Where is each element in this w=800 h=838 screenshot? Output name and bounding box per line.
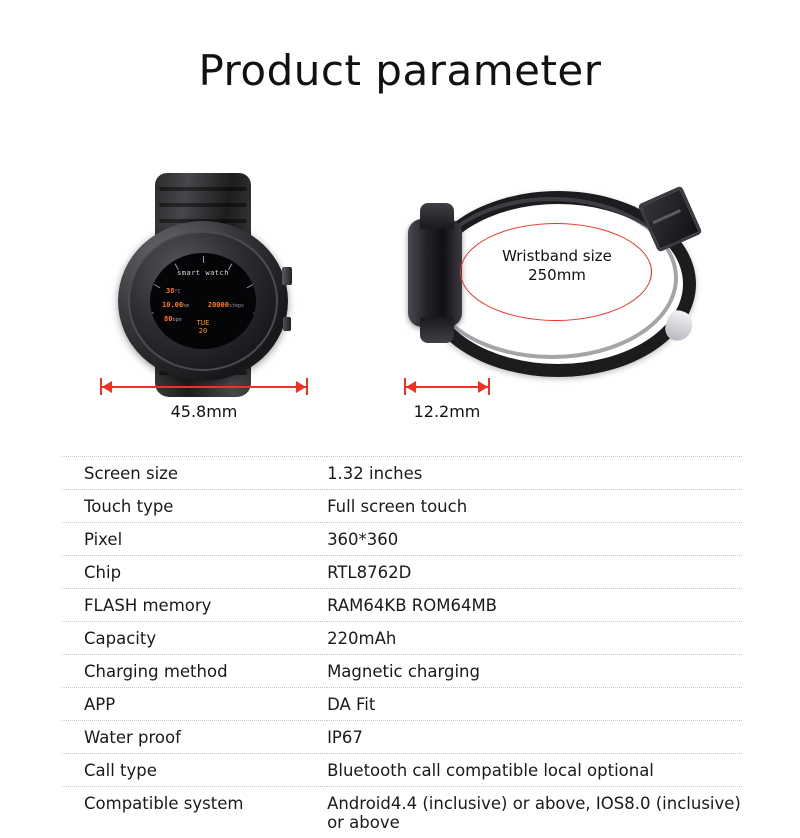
spec-value: DA Fit: [327, 688, 742, 721]
spec-key: Chip: [62, 556, 327, 589]
watch-brand-label: smart watch: [150, 269, 256, 277]
watch-side-illustration: [400, 185, 700, 385]
table-row: [62, 622, 742, 655]
page-title: Product parameter: [0, 46, 800, 95]
dimension-thickness-12-2mm: [404, 378, 490, 424]
watch-crown-icon: [282, 267, 292, 285]
table-row: [62, 721, 742, 754]
watch-case: [118, 221, 288, 381]
spec-value: Full screen touch: [327, 490, 742, 523]
watch-metric-heartrate: 80bpm: [164, 315, 181, 323]
watch-date-display: TUE 20: [197, 319, 210, 335]
watch-bezel: [128, 231, 278, 371]
spec-value: Android4.4 (inclusive) or above, IOS8.0 (inclusive) or above: [327, 787, 742, 838]
spec-value: 360*360: [327, 523, 742, 556]
table-row: [62, 787, 742, 838]
spec-value: IP67: [327, 721, 742, 754]
table-row: [62, 589, 742, 622]
table-row: [62, 457, 742, 490]
table-row: [62, 490, 742, 523]
spec-key: FLASH memory: [62, 589, 327, 622]
spec-key: Touch type: [62, 490, 327, 523]
watch-lug-bottom: [420, 317, 454, 343]
specifications-table: [62, 456, 742, 838]
watch-metric-steps: 20000steps: [208, 301, 244, 309]
watch-case-side: [408, 219, 462, 327]
spec-value: 1.32 inches: [327, 457, 742, 490]
spec-value: Magnetic charging: [327, 655, 742, 688]
spec-key: Water proof: [62, 721, 327, 754]
watch-metric-temperature: 38°C: [166, 287, 180, 295]
watch-screen: [150, 253, 256, 349]
spec-key: Charging method: [62, 655, 327, 688]
spec-key: Call type: [62, 754, 327, 787]
watch-button-icon: [283, 317, 291, 331]
table-row: [62, 754, 742, 787]
spec-key: Screen size: [62, 457, 327, 490]
table-row: [62, 556, 742, 589]
table-row: [62, 655, 742, 688]
dimension-width-label: 45.8mm: [100, 402, 308, 421]
spec-key: APP: [62, 688, 327, 721]
table-row: [62, 523, 742, 556]
table-row: [62, 688, 742, 721]
spec-key: Capacity: [62, 622, 327, 655]
watch-metric-distance: 10.00km: [162, 301, 189, 309]
dimension-thickness-label: 12.2mm: [404, 402, 490, 421]
spec-key: Compatible system: [62, 787, 327, 838]
spec-value: RAM64KB ROM64MB: [327, 589, 742, 622]
product-figures: [0, 165, 800, 445]
dimension-width-45-8mm: [100, 378, 308, 424]
watch-lug-top: [420, 203, 454, 229]
spec-value: 220mAh: [327, 622, 742, 655]
spec-value: Bluetooth call compatible local optional: [327, 754, 742, 787]
wristband-size-label: Wristband size 250mm: [472, 247, 642, 285]
spec-key: Pixel: [62, 523, 327, 556]
spec-value: RTL8762D: [327, 556, 742, 589]
